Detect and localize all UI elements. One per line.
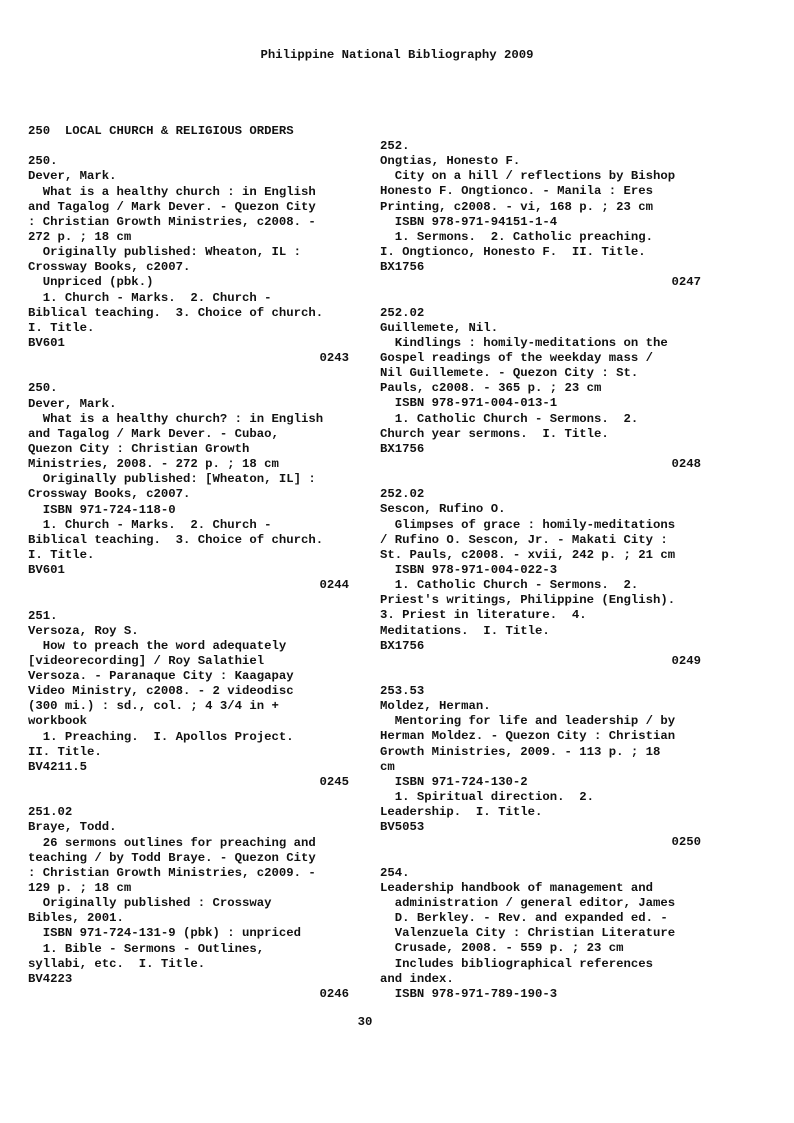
entry-line: ISBN 971-724-131-9 (pbk) : unpriced [28,926,302,941]
spacer [28,366,349,381]
call-number: 253.53 [380,684,425,699]
entry-line: BX1756 [380,638,425,653]
entry-line: 129 p. ; 18 cm [28,881,132,896]
entry-line: 1. Church - Marks. 2. Church - [28,517,272,532]
spacer [28,139,349,154]
entry-line: teaching / by Todd Braye. - Quezon City [28,850,316,865]
entry-line: Leadership handbook of management and [380,880,654,895]
spacer [380,472,701,487]
entry-line: ISBN 978-971-789-190-3 [380,986,558,1001]
entry-line: Video Ministry, c2008. - 2 videodisc [28,684,294,699]
entry-line: Biblical teaching. 3. Choice of church. [28,532,324,547]
entry-line: Honesto F. Ongtionco. - Manila : Eres [380,184,654,199]
entry-line: BV601 [28,335,65,350]
spacer [28,593,349,608]
record-number: 0249 [671,653,701,668]
entry-line: cm [380,759,395,774]
left-column [28,124,349,1002]
entry-line: ISBN 978-971-94151-1-4 [380,214,558,229]
page-number: 30 [357,1015,373,1029]
bibliographic-entry [28,381,349,608]
entry-line: 1. Preaching. I. Apollos Project. [28,729,294,744]
entry-line: and Tagalog / Mark Dever. - Cubao, [28,426,279,441]
bibliographic-entry [380,139,701,306]
entry-line: Valenzuela City : Christian Literature [380,926,676,941]
entry-line: Originally published: Wheaton, IL : [28,245,302,260]
entry-line: 1. Spiritual direction. 2. [380,790,595,805]
entry-line: [videorecording] / Roy Salathiel [28,653,265,668]
record-number: 0243 [319,351,349,366]
right-column [380,139,701,1002]
call-number: 250. [28,154,58,169]
entry-line: Church year sermons. I. Title. [380,426,609,441]
entry-line: II. Title. [28,744,102,759]
entry-line: ISBN 971-724-130-2 [380,774,528,789]
call-number: 254. [380,865,410,880]
entry-line: Growth Ministries, 2009. - 113 p. ; 18 [380,744,661,759]
entry-line: Includes bibliographical references [380,956,654,971]
bibliographic-entry [380,684,701,866]
entry-line: Crossway Books, c2007. [28,260,191,275]
call-number: 252.02 [380,305,425,320]
entry-line: Crusade, 2008. - 559 p. ; 23 cm [380,941,624,956]
call-number: 252. [380,139,410,153]
right-entries [380,139,701,1002]
entry-line: Versoza, Roy S. [28,623,139,638]
call-number: 251. [28,608,58,623]
call-number: 251.02 [28,805,73,820]
entry-line: BV601 [28,563,65,578]
entry-line: How to preach the word adequately [28,638,287,653]
entry-line: Ongtias, Honesto F. [380,154,521,169]
entry-line: 26 sermons outlines for preaching and [28,835,316,850]
entry-line: St. Pauls, c2008. - xvii, 242 p. ; 21 cm [380,547,676,562]
bibliographic-entry [380,866,701,1002]
entry-line: D. Berkley. - Rev. and expanded ed. - [380,911,668,926]
entry-line: What is a healthy church? : in English [28,411,324,426]
entry-line: I. Title. [28,320,95,335]
spacer [380,290,701,305]
bibliographic-entry [28,609,349,806]
entry-line: What is a healthy church : in English [28,184,316,199]
entry-line: Glimpses of grace : homily-meditations [380,517,676,532]
entry-line: BV4223 [28,971,73,986]
entry-line: Versoza. - Paranaque City : Kaagapay [28,669,294,684]
entry-line: (300 mi.) : sd., col. ; 4 3/4 in + [28,699,279,714]
left-entries [28,154,349,1002]
entry-line: Ministries, 2008. - 272 p. ; 18 cm [28,457,279,472]
entry-line: Crossway Books, c2007. [28,487,191,502]
entry-line: administration / general editor, James [380,896,676,911]
entry-line: Priest's writings, Philippine (English). [380,593,676,608]
entry-line: Gospel readings of the weekday mass / [380,350,654,365]
spacer [380,851,701,866]
section-heading: 250 LOCAL CHURCH & RELIGIOUS ORDERS [28,124,294,138]
entry-line: Nil Guillemete. - Quezon City : St. [380,366,639,381]
call-number: 252.02 [380,487,425,502]
entry-line: ISBN 978-971-004-022-3 [380,562,558,577]
entry-line: Leadership. I. Title. [380,805,543,820]
entry-line: Herman Moldez. - Quezon City : Christian [380,729,676,744]
entry-line: I. Ongtionco, Honesto F. II. Title. [380,244,646,259]
entry-line: workbook [28,714,88,729]
call-number: 250. [28,381,58,396]
page-header: Philippine National Bibliography 2009 [260,48,534,62]
entry-line: Quezon City : Christian Growth [28,441,250,456]
entry-line: 1. Bible - Sermons - Outlines, [28,941,265,956]
entry-line: 1. Sermons. 2. Catholic preaching. [380,229,654,244]
entry-line: Mentoring for life and leadership / by [380,714,676,729]
entry-line: and Tagalog / Mark Dever. - Quezon City [28,199,316,214]
entry-line: : Christian Growth Ministries, c2009. - [28,865,316,880]
entry-line: Printing, c2008. - vi, 168 p. ; 23 cm [380,199,654,214]
record-number: 0244 [319,578,349,593]
entry-line: Originally published : Crossway [28,896,272,911]
entry-line: Unpriced (pbk.) [28,275,154,290]
entry-line: Meditations. I. Title. [380,623,550,638]
record-number: 0247 [671,275,701,290]
entry-line: 1. Church - Marks. 2. Church - [28,290,272,305]
entry-line: 1. Catholic Church - Sermons. 2. [380,411,639,426]
record-number: 0245 [319,775,349,790]
bibliographic-entry [380,306,701,488]
entry-line: Originally published: [Wheaton, IL] : [28,472,316,487]
entry-line: Bibles, 2001. [28,911,124,926]
entry-line: Dever, Mark. [28,169,117,184]
entry-line: Pauls, c2008. - 365 p. ; 23 cm [380,381,602,396]
entry-line: / Rufino O. Sescon, Jr. - Makati City : [380,532,668,547]
bibliographic-entry [28,805,349,1002]
bibliographic-entry [380,487,701,684]
entry-line: City on a hill / reflections by Bishop [380,169,676,184]
record-number: 0250 [671,835,701,850]
entry-line: 1. Catholic Church - Sermons. 2. [380,578,639,593]
entry-line: Guillemete, Nil. [380,320,499,335]
record-number: 0246 [319,987,349,1002]
entry-line: I. Title. [28,547,95,562]
entry-line: : Christian Growth Ministries, c2008. - [28,214,316,229]
entry-line: Moldez, Herman. [380,699,491,714]
record-number: 0248 [671,456,701,471]
entry-line: Dever, Mark. [28,396,117,411]
entry-line: Biblical teaching. 3. Choice of church. [28,305,324,320]
entry-line: ISBN 971-724-118-0 [28,502,176,517]
spacer [380,669,701,684]
entry-line: Kindlings : homily-meditations on the [380,335,668,350]
entry-line: 3. Priest in literature. 4. [380,608,587,623]
entry-line: and index. [380,971,454,986]
entry-line: BV4211.5 [28,759,88,774]
entry-line: BX1756 [380,441,425,456]
entry-line: syllabi, etc. I. Title. [28,956,206,971]
bibliographic-entry [28,154,349,381]
spacer [28,790,349,805]
entry-line: BX1756 [380,260,425,275]
entry-line: BV5053 [380,820,425,835]
entry-line: Braye, Todd. [28,820,117,835]
entry-line: Sescon, Rufino O. [380,502,506,517]
entry-line: ISBN 978-971-004-013-1 [380,396,558,411]
entry-line: 272 p. ; 18 cm [28,229,132,244]
